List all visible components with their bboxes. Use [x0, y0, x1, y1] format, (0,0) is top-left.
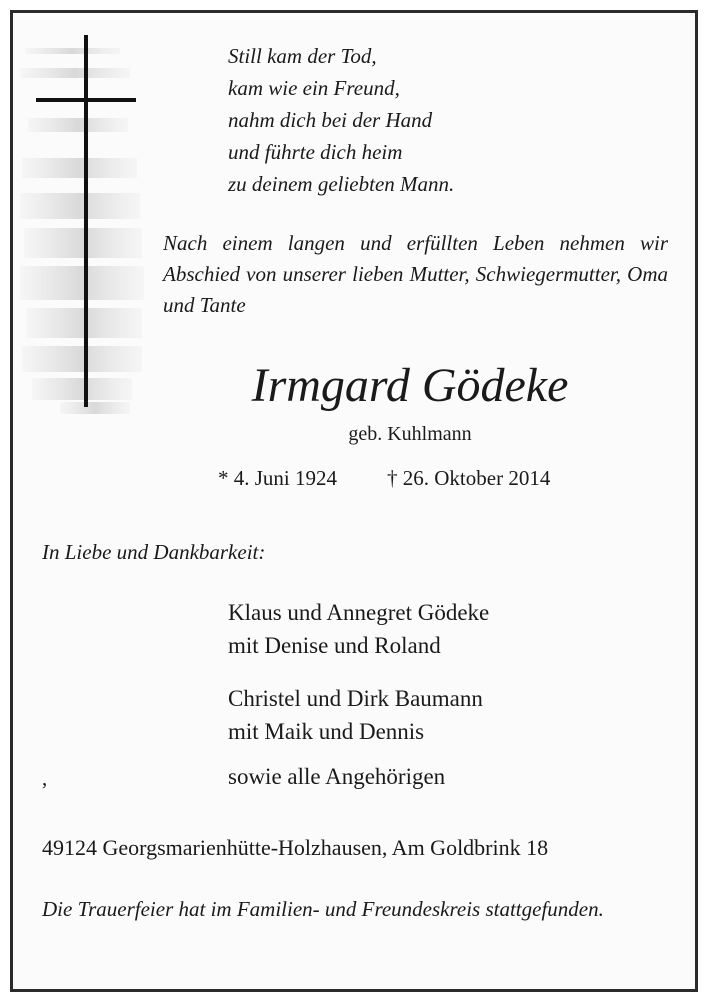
intro-text: Nach einem langen und erfüllten Leben nehmen wir Abschied von unserer lieben Mutter, Schwiegermutter, Oma und Tante	[163, 231, 668, 317]
family-line: mit Maik und Dennis	[228, 719, 425, 744]
poem-line: zu deinem geliebten Mann.	[228, 172, 455, 196]
ceremony-note: Die Trauerfeier hat im Familien- und Freundeskreis stattgefunden.	[42, 897, 604, 921]
maiden-name: geb. Kuhlmann	[348, 423, 472, 445]
cross-vertical-beam	[84, 35, 88, 407]
cross-horizontal-beam	[36, 98, 136, 102]
family-group	[228, 682, 483, 748]
poem-line: kam wie ein Freund,	[228, 76, 400, 100]
poem	[228, 40, 454, 200]
birth-date: * 4. Juni 1924	[218, 466, 338, 490]
family-line: Klaus und Annegret Gödeke	[228, 600, 490, 625]
family-group	[228, 596, 489, 662]
relatives-line: sowie alle Angehörigen	[228, 764, 446, 789]
thanks-line: In Liebe und Dankbarkeit:	[42, 540, 266, 564]
death-date: † 26. Oktober 2014	[387, 466, 551, 490]
address: 49124 Georgsmarienhütte-Holzhausen, Am Goldbrink 18	[42, 835, 549, 860]
deceased-name: Irmgard Gödeke	[251, 359, 569, 412]
family-line: mit Denise und Roland	[228, 633, 441, 658]
life-dates	[218, 463, 550, 493]
poem-line: und führte dich heim	[228, 140, 403, 164]
stray-comma: ,	[42, 766, 48, 790]
family-line: Christel und Dirk Baumann	[228, 686, 483, 711]
poem-line: nahm dich bei der Hand	[228, 108, 433, 132]
poem-line: Still kam der Tod,	[228, 44, 377, 68]
